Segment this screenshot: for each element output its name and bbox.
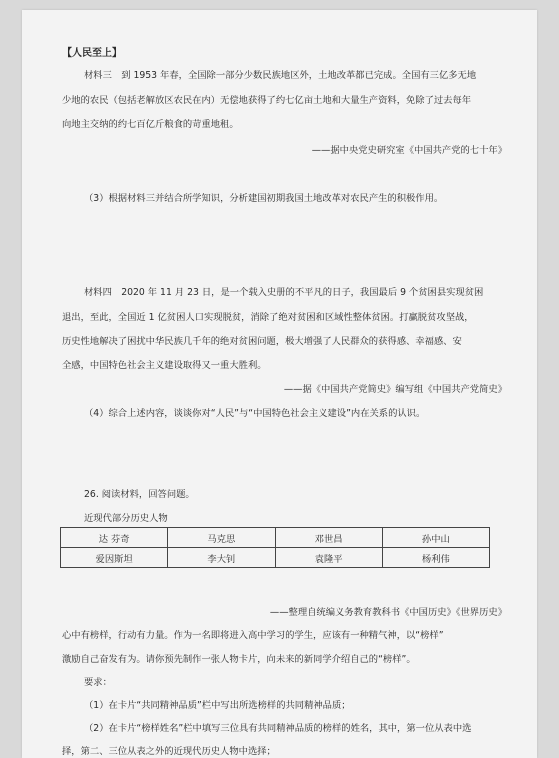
question-3: （3）根据材料三并结合所学知识，分析建国初期我国土地改革对农民产生的积极作用。 — [84, 193, 444, 204]
table-caption: 近现代部分历史人物 — [84, 513, 168, 524]
table-cell: 邓世昌 — [275, 528, 382, 548]
table-cell: 爱因斯坦 — [61, 548, 168, 568]
q26-source: ——整理自统编义务教育教科书《中国历史》《世界历史》 — [269, 607, 507, 618]
requirement-2-line-1: （2）在卡片“榜样姓名”栏中填写三位具有共同精神品质的榜样的姓名，其中，第一位从表中选 — [84, 723, 472, 734]
material4-line-1: 材料四 2020 年 11 月 23 日，是一个载入史册的不平凡的日子，我国最后 9 个贫困县实现贫困 — [84, 287, 484, 298]
material3-line-3: 向地主交纳的约七百亿斤粮食的苛重地租。 — [62, 119, 239, 130]
table-row — [61, 548, 490, 568]
q26-intro-line-1: 心中有榜样，行动有力量。作为一名即将进入高中学习的学生，应该有一种精气神，以“榜样” — [62, 630, 444, 641]
historical-figures-table — [60, 527, 490, 568]
material4-line-4: 全感，中国特色社会主义建设取得又一重大胜利。 — [62, 360, 267, 371]
table-cell: 马克思 — [168, 528, 275, 548]
material4-line-2: 退出，至此，全国近 1 亿贫困人口实现脱贫，消除了绝对贫困和区域性整体贫困。打赢脱贫攻坚战， — [62, 312, 474, 323]
material4-source: ——据《中国共产党简史》编写组《中国共产党简史》 — [283, 384, 507, 395]
table-cell: 孙中山 — [382, 528, 489, 548]
table-cell: 达 芬奇 — [61, 528, 168, 548]
material3-source: ——据中央党史研究室《中国共产党的七十年》 — [311, 145, 507, 156]
document-page — [22, 10, 537, 758]
q26-intro-line-2: 激励自己奋发有为。请你预先制作一张人物卡片，向未来的新同学介绍自己的“榜样”。 — [62, 654, 416, 665]
section-title: 【人民至上】 — [62, 48, 122, 59]
table-cell: 袁隆平 — [275, 548, 382, 568]
material4-line-3: 历史性地解决了困扰中华民族几千年的绝对贫困问题，极大增强了人民群众的获得感、幸福感、安 — [62, 336, 462, 347]
requirement-2-line-2: 择，第二、三位从表之外的近现代历史人物中选择； — [62, 746, 276, 757]
question-26-title: 26. 阅读材料，回答问题。 — [84, 489, 195, 500]
material3-line-1: 材料三 到 1953 年春，全国除一部分少数民族地区外，土地改革都已完成。全国有三亿多无地 — [84, 70, 477, 81]
question-4: （4）综合上述内容，谈谈你对“人民”与“中国特色社会主义建设”内在关系的认识。 — [84, 408, 426, 419]
table-cell: 杨利伟 — [382, 548, 489, 568]
table-row — [61, 528, 490, 548]
requirements-label: 要求： — [84, 677, 112, 688]
material3-line-2: 少地的农民（包括老解放区农民在内）无偿地获得了约七亿亩土地和大量生产资料，免除了过去每年 — [62, 95, 472, 106]
table-cell: 李大钊 — [168, 548, 275, 568]
requirement-1: （1）在卡片“共同精神品质”栏中写出所选榜样的共同精神品质； — [84, 700, 351, 711]
